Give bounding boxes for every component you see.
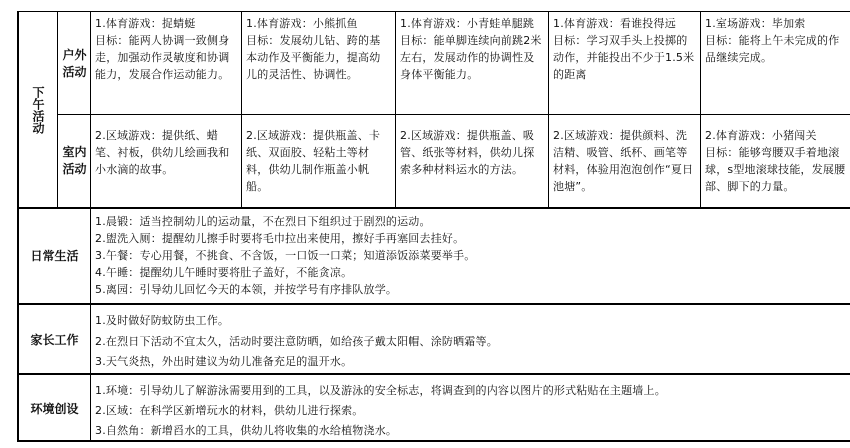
- environment-line: 1.环境：引导幼儿了解游泳需要用到的工具，以及游泳的安全标志，将调查到的内容以图片的形式粘贴在主题墙上。: [95, 384, 666, 397]
- daily-life-line: 4.午睡：提醒幼儿午睡时要将肚子盖好，不能贪凉。: [95, 266, 353, 279]
- outdoor-activity-fri: 1.室场游戏：毕加索 目标：能将上午未完成的作品继续完成。: [705, 17, 840, 64]
- indoor-label-cell: [58, 115, 91, 207]
- outdoor-activity-thu: 1.体育游戏：看谁投得远 目标：学习双手头上投掷的动作，并能投出不少于1.5米的距离: [553, 17, 695, 81]
- parents-line: 3.天气炎热，外出时建议为幼儿准备充足的温开水。: [95, 355, 353, 368]
- daily-life-content: [91, 210, 850, 303]
- outdoor-label: 户外活动: [62, 47, 87, 79]
- parents-line: 1.及时做好防蚊防虫工作。: [95, 314, 230, 327]
- grid-line: [17, 11, 19, 442]
- indoor-activity-tue: 2.区域游戏：提供瓶盖、卡纸、双面胶、轻粘土等材料，供幼儿制作瓶盖小帆船。: [246, 129, 381, 193]
- indoor-label: 室内活动: [62, 145, 87, 176]
- indoor-activity-wed: 2.区域游戏：提供瓶盖、吸管、纸张等材料，供幼儿探索多种材料运水的方法。: [400, 129, 535, 176]
- daily-life-line: 5.离园：引导幼儿回忆今天的本领，并按学号有序排队放学。: [95, 283, 398, 296]
- parents-content: [91, 307, 850, 374]
- environment-label-cell: [18, 375, 91, 441]
- indoor-activity-fri: 2.体育游戏：小猪闯关 目标：能够弯腰双手着地滚球，s型地滚球技能，发展腰部、脚下的力量。: [705, 129, 846, 193]
- outdoor-activity-tue: 1.体育游戏：小熊抓鱼 目标：发展幼儿钻、跨的基本动作及平衡能力，提高幼儿的灵活性、协调性。: [246, 17, 381, 81]
- daily-life-line: 3.午餐：专心用餐，不挑食、不含饭，一口饭一口菜；知道添饭添菜要举手。: [95, 249, 476, 262]
- grid-line: [57, 114, 850, 115]
- grid-line: [17, 440, 850, 442]
- grid-line: [17, 11, 850, 12]
- grid-line: [17, 303, 850, 305]
- environment-line: 3.自然角：新增舀水的工具，供幼儿将收集的水给植物浇水。: [95, 424, 398, 437]
- afternoon-label: 下午活动: [31, 85, 45, 134]
- parents-line: 2.在烈日下活动不宜太久，活动时要注意防晒，如给孩子戴太阳帽、涂防晒霜等。: [95, 335, 498, 348]
- indoor-activity-mon: 2.区域游戏：提供纸、蜡笔、衬板，供幼儿绘画我和小水滴的故事。: [95, 129, 230, 176]
- daily-life-label: 日常生活: [30, 249, 79, 263]
- environment-label: 环境创设: [30, 401, 79, 416]
- daily-life-line: 1.晨锻：适当控制幼儿的运动量，不在烈日下组织过于剧烈的运动。: [95, 215, 431, 228]
- grid-line: [17, 207, 850, 209]
- outdoor-label-cell: [58, 12, 91, 115]
- grid-line: [57, 11, 58, 208]
- grid-line: [395, 11, 396, 208]
- grid-line: [700, 11, 701, 208]
- environment-content: [91, 378, 850, 441]
- outdoor-activity-wed: 1.体育游戏：小青蛙单腿跳 目标：能单脚连续向前跳2米左右，发展动作的协调性及身体平衡能力。: [400, 17, 542, 81]
- daily-life-label-cell: [18, 208, 91, 303]
- parents-label: 家长工作: [30, 332, 79, 347]
- grid-line: [90, 11, 91, 442]
- daily-life-line: 2.盥洗入厕：提醒幼儿擦手时要将毛巾拉出来使用，擦好手再塞回去挂好。: [95, 232, 465, 245]
- grid-line: [241, 11, 242, 208]
- afternoon-label-cell: [18, 12, 58, 207]
- environment-line: 2.区域：在科学区新增玩水的材料，供幼儿进行探索。: [95, 404, 364, 417]
- grid-line: [548, 11, 549, 208]
- grid-line: [17, 373, 850, 375]
- parents-label-cell: [18, 304, 91, 374]
- indoor-activity-thu: 2.区域游戏：提供颜料、洗洁精、吸管、纸杯、画笔等材料，体验用泡泡创作“夏日池塘”。: [553, 129, 694, 193]
- outdoor-activity-mon: 1.体育游戏：捉蜻蜓 目标：能两人协调一致侧身走，加强动作灵敏度和协调能力，发展合作运动能力。: [95, 17, 230, 81]
